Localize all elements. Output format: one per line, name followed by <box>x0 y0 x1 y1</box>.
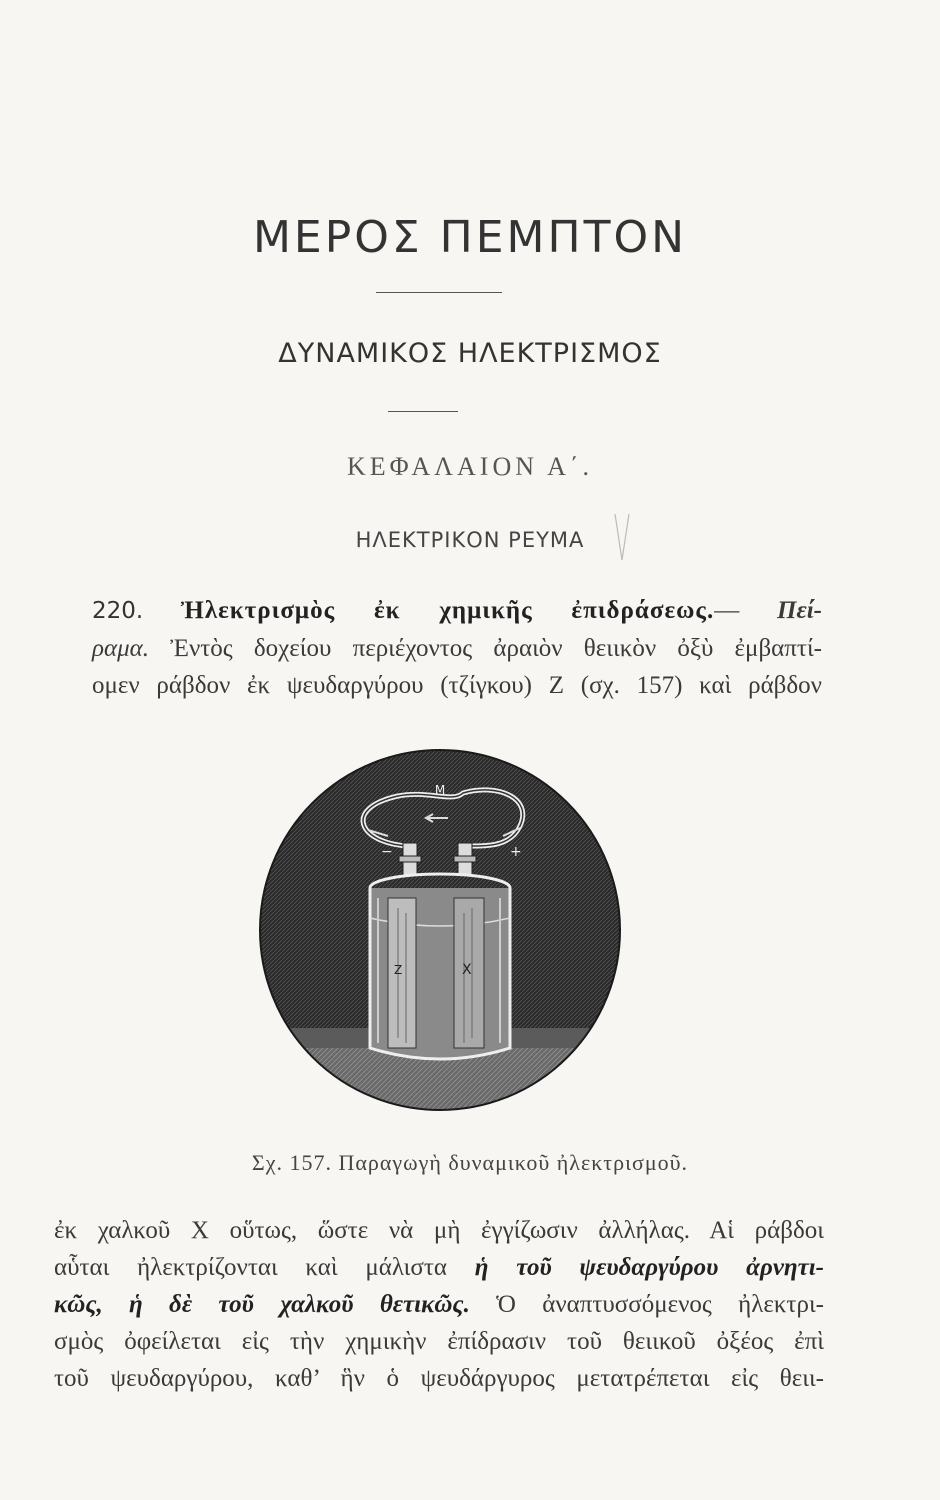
text-line: αὗται ἠλεκτρίζονται καὶ μάλιστα <box>54 1254 448 1281</box>
figure-label-x: X <box>462 962 472 978</box>
paragraph-220 <box>92 592 822 704</box>
divider-rule <box>376 292 502 293</box>
paragraph-continued <box>54 1212 824 1397</box>
emphasis-text: κῶς, ἡ δὲ τοῦ χαλκοῦ θετικῶς. <box>54 1291 470 1318</box>
text-line: Ὁ ἀναπτυσσόμενος ἠλεκτρι- <box>496 1291 825 1318</box>
figure-label-m: M <box>434 783 446 797</box>
subchapter-title: ΗΛΕΚΤΡΙΚΟΝ ΡΕΥΜΑ <box>355 528 585 552</box>
text-line: σμὸς ὀφείλεται εἰς τὴν χημικὴν ἐπίδρασιν τοῦ θειικοῦ ὀξέος ἐπὶ <box>54 1328 824 1355</box>
heading-dash: — <box>714 597 740 624</box>
text-line: Ἐντὸς δοχείου περιέχοντος ἀραιὸν θειικὸν ὀξὺ ἐμβαπτί- <box>170 635 822 662</box>
text-line: ομεν ράβδον ἐκ ψευδαργύρου (τζίγκου) Ζ (σχ. 157) καὶ ράβδον <box>92 672 822 699</box>
emphasis-text: ἡ τοῦ ψευδαργύρου ἀρνητι- <box>474 1254 825 1281</box>
part-title: ΜΕΡΟΣ ΠΕΜΠΤΟΝ <box>252 212 688 263</box>
figure-label-minus: − <box>381 844 393 860</box>
figure-157-illustration <box>258 748 623 1113</box>
paragraph-label-cont: ραμα. <box>92 635 150 662</box>
chapter-title: ΚΕΦΑΛΑΙΟΝ Α΄. <box>346 452 594 481</box>
text-line: τοῦ ψευδαργύρου, καθ’ ἣν ὁ ψευδάργυρος μετατρέπεται εἰς θειι- <box>54 1365 824 1392</box>
figure-caption: Σχ. 157. Παραγωγὴ δυναμικοῦ ἠλεκτρισμοῦ. <box>251 1150 689 1175</box>
paragraph-number: 220. <box>92 598 144 624</box>
figure-label-z: Z <box>394 963 403 977</box>
paragraph-heading: Ἠλεκτρισμὸς ἐκ χημικῆς ἐπιδράσεως. <box>181 597 715 624</box>
figure-label-plus: + <box>510 844 522 860</box>
divider-rule <box>388 411 458 412</box>
pencil-mark <box>612 512 632 562</box>
text-line: ἐκ χαλκοῦ Χ οὕτως, ὥστε νὰ μὴ ἐγγίζωσιν ἀλλήλας. Αἱ ράβδοι <box>54 1217 824 1244</box>
paragraph-label: Πεί- <box>777 597 823 624</box>
section-title: ΔΥΝΑΜΙΚΟΣ ΗΛΕΚΤΡΙΣΜΟΣ <box>278 338 662 369</box>
